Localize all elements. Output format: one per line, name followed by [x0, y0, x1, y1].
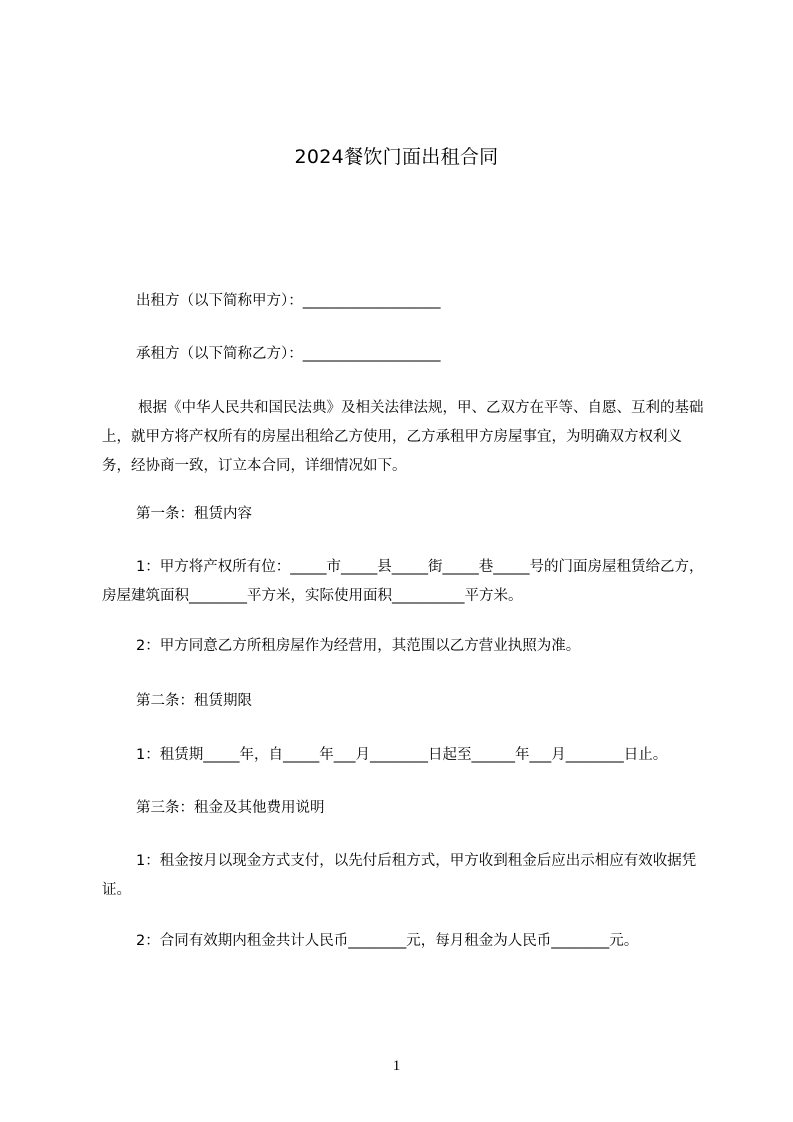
article1-heading: 第一条：租赁内容	[136, 506, 252, 522]
article1-item1: 1：甲方将产权所有位：_____市_____县_____街_____巷_____号的门面房屋租赁给乙方，房屋建筑面积________平方米，实际使用面积__________平方米。	[102, 559, 704, 604]
preamble-paragraph: 根据《中华人民共和国民法典》及相关法律法规，甲、乙双方在平等、自愿、互利的基础上，就甲方将产权所有的房屋出租给乙方使用，乙方承租甲方房屋事宜，为明确双方权利义务，经协商一致，订立本合同，详细情况如下。	[102, 400, 704, 474]
article2-heading: 第二条：租赁期限	[136, 693, 252, 709]
article3-heading: 第三条：租金及其他费用说明	[136, 800, 325, 816]
article2-item1: 1：租赁期_____年，自_____年___月________日起至______年___月________日止。	[136, 747, 668, 763]
page-number: 1	[392, 1058, 401, 1074]
article1-item2: 2：甲方同意乙方所租房屋作为经营用，其范围以乙方营业执照为准。	[136, 638, 581, 654]
lessor-line: 出租方（以下简称甲方）：___________________	[136, 293, 441, 309]
lessee-line: 承租方（以下简称乙方）：___________________	[136, 346, 441, 362]
article3-item1: 1：租金按月以现金方式支付，以先付后租方式，甲方收到租金后应出示相应有效收据凭证。	[102, 853, 697, 898]
document-title: 2024餐饮门面出租合同	[294, 146, 499, 168]
article3-item2: 2：合同有效期内租金共计人民币________元，每月租金为人民币________元。	[136, 933, 639, 949]
